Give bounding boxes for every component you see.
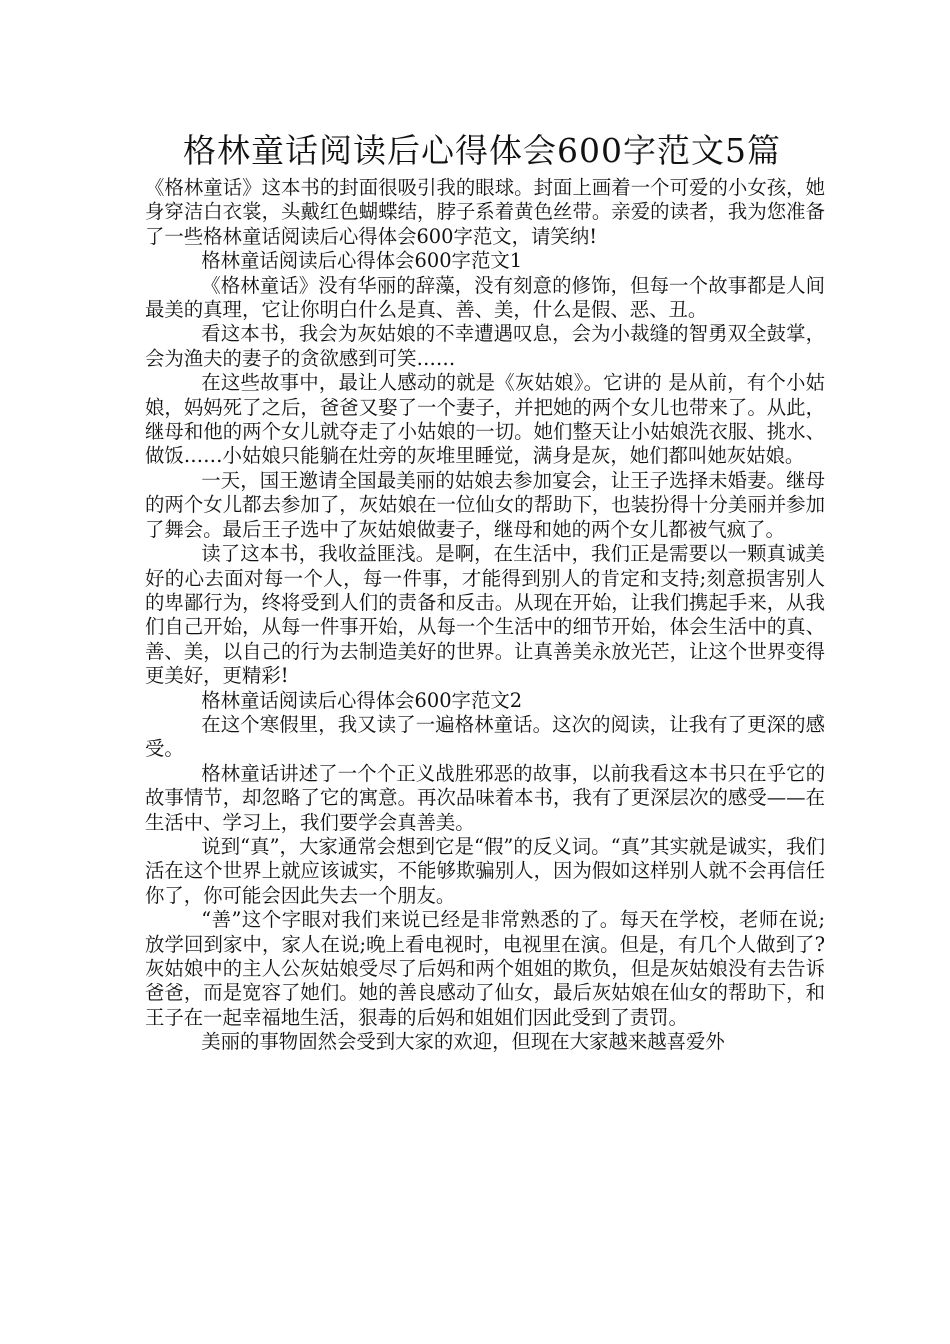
- section-1-paragraph-2: 看这本书，我会为灰姑娘的不幸遭遇叹息，会为小裁缝的智勇双全鼓掌，会为渔夫的妻子的贪欲感到可笑……: [145, 322, 825, 370]
- document-page: [145, 128, 825, 1055]
- section-2-paragraph-3: 说到“真”，大家通常会想到它是“假”的反义词。“真”其实就是诚实，我们活在这个世界上就应该诚实，不能够欺骗别人，因为假如这样别人就不会再信任你了，你可能会因此失去一个朋友。: [145, 834, 825, 907]
- section-1-heading: 格林童话阅读后心得体会600字范文1: [201, 249, 523, 273]
- section-2-paragraph-4: “善”这个字眼对我们来说已经是非常熟悉的了。每天在学校，老师在说;放学回到家中，家人在说;晚上看电视时，电视里在演。但是，有几个人做到了?灰姑娘中的主人公灰姑娘受尽了后妈和两个姐姐的欺负，但是灰姑娘没有去告诉爸爸，而是宽容了她们。她的善良感动了仙女，最后灰姑娘在仙女的帮助下，和王子在一起幸福地生活，狠毒的后妈和姐姐们因此受到了责罚。: [145, 908, 825, 1029]
- section-1-paragraph-1: 《格林童话》没有华丽的辞藻，没有刻意的修饰，但每一个故事都是人间最美的真理，它让你明白什么是真、善、美，什么是假、恶、丑。: [145, 273, 825, 322]
- section-2-heading: 格林童话阅读后心得体会600字范文2: [201, 688, 523, 712]
- section-2-paragraph-1: 在这个寒假里，我又读了一遍格林童话。这次的阅读，让我有了更深的感受。: [145, 712, 825, 761]
- section-2-paragraph-2: 格林童话讲述了一个个正义战胜邪恶的故事，以前我看这本书只在乎它的故事情节，却忽略了它的寓意。再次品味着本书，我有了更深层次的感受——在生活中、学习上，我们要学会真善美。: [145, 761, 825, 834]
- section-1-paragraph-3: 在这些故事中，最让人感动的就是《灰姑娘》。它讲的 是从前，有个小姑娘，妈妈死了之后，爸爸又娶了一个妻子，并把她的两个女儿也带来了。从此，继母和他的两个女儿就夺走了小姑娘的一切。她们整天让小姑娘洗衣服、挑水、做饭……小姑娘只能躺在灶旁的灰堆里睡觉，满身是灰，她们都叫她灰姑娘。: [145, 371, 825, 468]
- document-title: 格林童话阅读后心得体会600字范文5篇: [183, 131, 781, 170]
- section-2-paragraph-5: 美丽的事物固然会受到大家的欢迎，但现在大家越来越喜爱外: [201, 1030, 725, 1054]
- section-1-paragraph-5: 读了这本书，我收益匪浅。是啊，在生活中，我们正是需要以一颗真诚美好的心去面对每一个人，每一件事，才能得到别人的肯定和支持;刻意损害别人的卑鄙行为，终将受到人们的责备和反击。从现在开始，让我们携起手来，从我们自己开始，从每一件事开始，从每一个生活中的细节开始，体会生活中的真、善、美，以自己的行为去制造美好的世界。让真善美永放光芒，让这个世界变得更美好，更精彩!: [145, 542, 825, 688]
- section-1-paragraph-4: 一天，国王邀请全国最美丽的姑娘去参加宴会，让王子选择未婚妻。继母的两个女儿都去参加了，灰姑娘在一位仙女的帮助下，也装扮得十分美丽并参加了舞会。最后王子选中了灰姑娘做妻子，继母和她的两个女儿都被气疯了。: [145, 468, 825, 541]
- intro-paragraph: 《格林童话》这本书的封面很吸引我的眼球。封面上画着一个可爱的小女孩，她身穿洁白衣裳，头戴红色蝴蝶结，脖子系着黄色丝带。亲爱的读者，我为您准备了一些格林童话阅读后心得体会600字范文，请笑纳!: [145, 176, 825, 248]
